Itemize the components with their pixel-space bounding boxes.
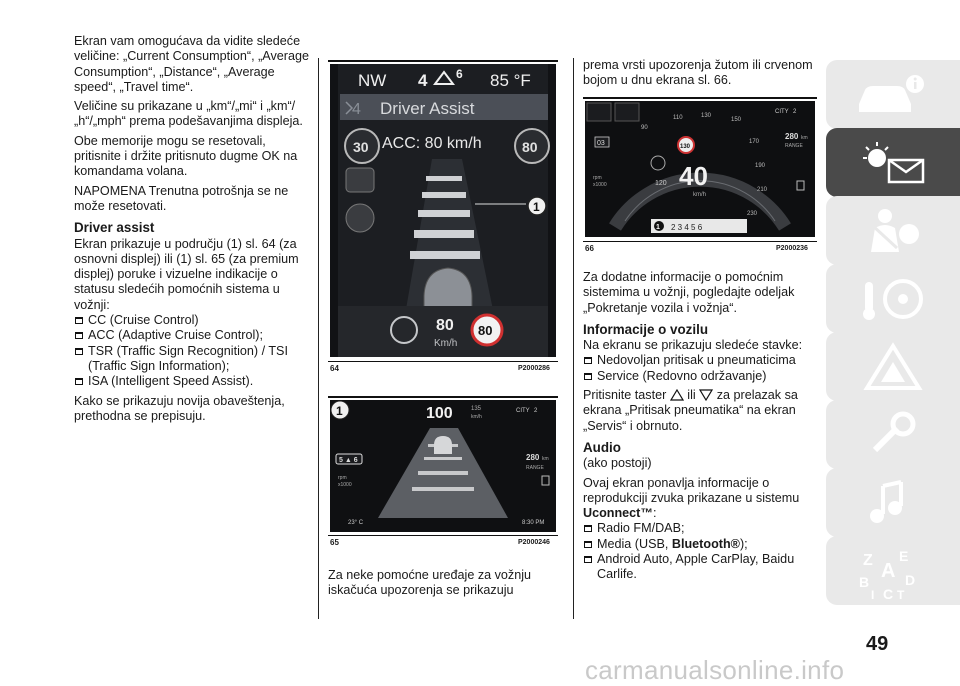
page-number: 49 [866,633,889,655]
clock: 8:30 PM [522,520,545,526]
list-item: Service (Redovno održavanje) [583,369,819,384]
paragraph: Ovaj ekran ponavlja informacije o reprodukciji zvuka prikazane u sistemu Uconnect™: [583,475,800,521]
note-paragraph: NAPOMENA Trenutna potrošnja se ne može resetovati. [74,183,289,213]
rpm-multiplier: x1000 [593,182,607,188]
paragraph: Na ekranu se prikazuju sledeće stavke: [583,338,803,353]
tab-emergency[interactable] [826,332,960,401]
figure-rule [328,396,558,398]
bullet-icon [75,378,83,385]
brand-name: Bluetooth® [671,536,740,551]
list-item: Nedovoljan pritisak u pneumaticima [583,353,819,368]
callout-number: 1 [533,200,540,214]
list-item: Radio FM/DAB; [583,521,819,536]
rpm-multiplier: x1000 [338,482,352,488]
svg-text:170: 170 [749,139,760,145]
range-value: 280 [785,132,799,141]
figure-rule [583,241,817,242]
tab-multimedia[interactable] [826,468,960,537]
figure-rule [328,535,558,536]
bullet-icon [584,541,592,548]
svg-text:150: 150 [731,117,742,123]
svg-text:I: I [871,587,875,601]
svg-text:A: A [881,559,896,582]
gear-sequence: 2 3 4 5 6 [671,223,703,232]
key-steering-icon [853,274,933,324]
figure-65-display [330,400,556,532]
tab-vehicle-info[interactable] [826,60,960,129]
svg-text:210: 210 [757,187,768,193]
limit-value: 80 [478,323,493,338]
watermark: carmanualsonline.info [585,655,845,685]
svg-text:E: E [899,547,909,564]
left-sign-value: 30 [353,139,369,155]
figure-64-display [330,64,556,357]
set-speed: 120 [655,180,667,187]
screen-title: Driver Assist [380,99,475,118]
heading-direction: NW [358,71,387,90]
warning-popup-screen [585,101,815,237]
wrench-icon [853,410,933,460]
figure-number: 64 [330,364,339,373]
outside-temp: 23° C [348,520,364,526]
figure-rule [583,97,817,99]
tab-safety[interactable] [826,196,960,265]
paragraph: Za neke pomoćne uređaje za vožnju iskačuća upozorenja se prikazuju [328,568,532,598]
trip-indicator: 2 [534,408,538,414]
menu-index: 4 [352,101,361,118]
list-item: ISA (Intelligent Speed Assist). [74,374,310,389]
limit-value: 130 [680,144,691,150]
svg-text:D: D [905,571,916,588]
speed-readout: 100 [426,405,453,422]
paragraph: Veličine su prikazane u „km“/„mi“ i „km“/„h“/„mph“ prema podešavanjima displeja. [74,99,303,129]
lane-icon [615,103,639,121]
range-label: RANGE [526,465,544,471]
list-item: CC (Cruise Control) [74,313,310,328]
section-heading: Informacije o vozilu [583,321,709,337]
svg-text:230: 230 [747,211,758,217]
paragraph: (ako postoji) [583,456,652,471]
car-ahead-icon [346,204,374,232]
car-info-icon [853,70,933,120]
vehicle-icon [434,436,452,454]
text-column-1 [74,34,310,428]
range-value: 280 [526,453,540,462]
svg-text:190: 190 [755,163,766,169]
column-divider [573,58,574,619]
tab-dashboard[interactable] [826,128,960,197]
svg-text:110: 110 [673,115,683,121]
list-item: Android Auto, Apple CarPlay, Baidu Carlife. [583,552,819,583]
svg-text:Z: Z [863,551,873,569]
paragraph: Ekran prikazuje u području (1) sl. 64 (za osnovni displej) ili (1) sl. 65 (za premium displej) poruke i vizuelne indikacije o statusu sledećih pomoćnih sistema u vožnji: [74,236,299,312]
tab-index[interactable] [826,536,960,605]
range-unit: km [801,135,808,141]
bullet-icon [584,525,592,532]
paragraph: Za dodatne informacije o pomoćnim sistemima u vožnji, pogledajte odeljak „Pokretanje vozila i vožnja“. [583,270,795,315]
range-unit: km [542,456,549,462]
paragraph: Kako se prikazuju novija obaveštenja, prethodna se prepisuju. [74,393,285,423]
rpm-label: rpm [593,175,602,181]
svg-text:90: 90 [641,125,648,131]
arrow-down-icon [699,389,713,401]
text-column-3 [583,270,819,583]
outside-temp: 85 °F [490,71,531,90]
gear-indicator: 5 ▲ 6 [339,457,358,464]
callout-number: 1 [656,224,660,231]
arrow-up-icon [670,389,684,401]
bullet-icon [75,332,83,339]
figure-code: P2000236 [776,245,808,252]
music-icon [853,478,933,528]
lane-keep-icon [346,168,374,192]
brand-name: Uconnect™ [583,506,653,521]
bullet-icon [584,373,592,380]
trip-indicator: 2 [793,109,797,115]
figure-66-display [585,101,815,237]
drive-mode: CITY [775,109,789,115]
set-speed: 80 [436,317,454,334]
figure-number: 65 [330,538,339,547]
speed-unit: km/h [693,192,707,198]
list-item: ACC (Adaptive Cruise Control); [74,328,310,343]
sub-speed-unit: km/h [471,414,482,420]
paragraph: Obe memorije mogu se resetovali, pritisnite i držite pritisnuto dugme OK na komandama volana. [74,133,298,179]
tab-maintenance[interactable] [826,400,960,469]
set-speed-unit: Km/h [434,338,458,349]
bullet-icon [75,348,83,355]
paragraph: Pritisnite taster ili za prelazak sa ekrana „Pritisak pneumatika“ na ekran „Servis“ i obrnuto. [583,388,798,433]
alphabet-index-icon [853,541,933,601]
section-heading: Audio [583,439,621,455]
bullet-icon [584,357,592,364]
warning-light-envelope-icon [853,138,933,188]
section-heading: Driver assist [74,220,155,236]
right-sign-value: 80 [522,139,538,155]
figure-code: P2000286 [518,365,550,372]
figure-rule [328,60,558,62]
text-column-3-top [583,58,819,93]
column-divider [318,58,319,619]
gear-next: 6 [456,67,463,81]
callout-number: 1 [336,404,343,418]
lane-icon [587,103,611,121]
tab-starting-driving[interactable] [826,264,960,333]
bullet-icon [75,317,83,324]
paragraph: prema vrsti upozorenja žutom ili crvenom bojom u dnu ekrana sl. 66. [583,58,813,88]
acc-setting: ACC: 80 km/h [382,135,482,152]
figure-rule [328,361,558,362]
sub-speed: 135 [471,406,482,412]
speed-readout: 40 [679,161,708,191]
drive-mode: CITY [516,408,530,414]
trip-box: 03 [597,140,605,147]
rpm-label: rpm [338,475,347,481]
bullet-icon [584,556,592,563]
list-item: TSR (Traffic Sign Recognition) / TSI (Traffic Sign Information); [74,344,310,375]
driver-assist-screen [330,64,556,357]
svg-text:130: 130 [701,113,712,119]
figure-code: P2000246 [518,539,550,546]
svg-text:B: B [859,573,870,590]
list-item: Media (USB, Bluetooth®); [583,537,819,552]
range-label: RANGE [785,143,803,149]
paragraph: Ekran vam omogućava da vidite sledeće veličine: „Current Consumption“, „Average Consumption“, „Distance“, „Average speed“, „Travel time“. [74,34,309,94]
figure-caption-text [328,568,564,603]
hazard-icon [853,342,933,392]
svg-text:C: C [883,585,894,601]
premium-display-screen [330,400,556,532]
svg-text:T: T [897,587,905,601]
gear: 4 [418,71,428,90]
figure-number: 66 [585,244,594,253]
seatbelt-icon [853,206,933,256]
